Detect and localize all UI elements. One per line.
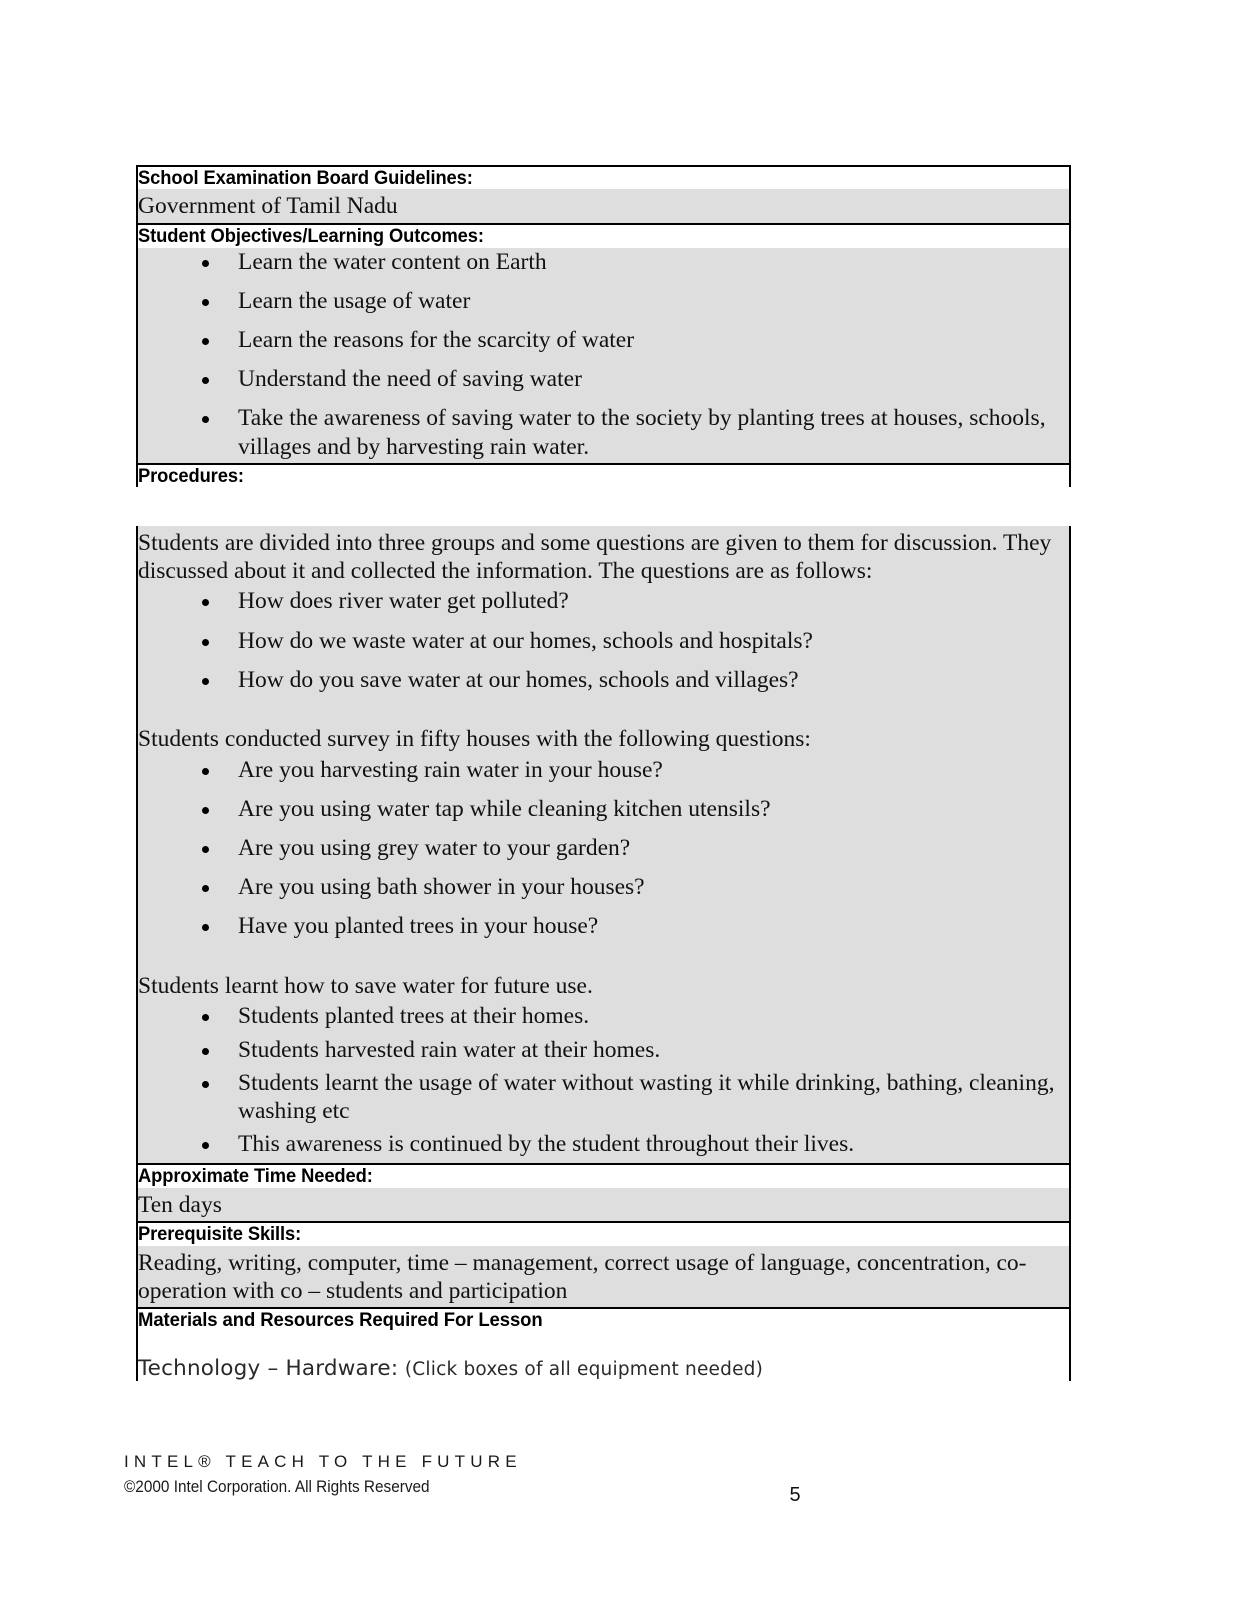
list-item: Are you harvesting rain water in your house? [196, 756, 1069, 784]
list-item: Learn the water content on Earth [196, 248, 1069, 276]
table-row [137, 464, 1070, 487]
section-heading-prerequisite-skills: Prerequisite Skills: [138, 1223, 302, 1246]
survey-questions-list [138, 756, 1069, 941]
survey-intro-paragraph: Students conducted survey in fifty houses with the following questions: [138, 726, 811, 752]
footer-program-title: INTEL® TEACH TO THE FUTURE [124, 1452, 522, 1471]
list-item: How does river water get polluted? [196, 587, 1069, 615]
learning-outcomes-list [138, 1002, 1069, 1158]
objectives-bullet-list [138, 248, 1069, 461]
footer-copyright: ©2000 Intel Corporation. All Rights Reserved [124, 1478, 430, 1496]
page-number: 5 [789, 1484, 801, 1506]
section-body-approximate-time-needed: Ten days [138, 1191, 222, 1218]
technology-hardware-label: Technology – Hardware: [138, 1356, 399, 1382]
outcome-intro-paragraph: Students learnt how to save water for future use. [138, 972, 593, 999]
section-body-cell-prerequisite-skills [137, 1246, 1070, 1308]
section-heading-procedures: Procedures: [138, 464, 244, 487]
section-body-prerequisite-skills: Reading, writing, computer, time – management, correct usage of language, concentration, co-operation with co – students and participation [138, 1249, 1027, 1304]
lesson-plan-table-part-2 [136, 526, 1071, 1381]
section-heading-student-objectives: Student Objectives/Learning Outcomes: [138, 225, 484, 248]
section-header-cell-procedures [137, 464, 1070, 487]
list-item: How do we waste water at our homes, schools and hospitals? [196, 627, 1069, 655]
table-row [137, 224, 1070, 247]
list-item: Students learnt the usage of water without wasting it while drinking, bathing, cleaning, washing etc [196, 1069, 1069, 1125]
lesson-plan-table-part-1 [136, 165, 1071, 487]
section-body-school-examination-board-guidelines: Government of Tamil Nadu [138, 193, 398, 220]
list-item: Are you using bath shower in your houses? [196, 873, 1069, 901]
section-body-cell-school-examination-board-guidelines [137, 189, 1070, 224]
table-row [137, 1246, 1070, 1308]
list-item: Learn the usage of water [196, 287, 1069, 315]
table-row [137, 526, 1070, 1164]
procedures-intro-paragraph: Students are divided into three groups and some questions are given to them for discussion. They discussed about it and collected the information. The questions are as follows: [138, 530, 1052, 584]
page-footer [124, 1452, 824, 1497]
list-item: How do you save water at our homes, schools and villages? [196, 666, 1069, 694]
table-row [137, 1164, 1070, 1187]
table-row [137, 189, 1070, 224]
section-heading-approximate-time-needed: Approximate Time Needed: [138, 1165, 373, 1188]
section-body-cell-student-objectives [137, 248, 1070, 464]
section-header-cell-student-objectives [137, 224, 1070, 247]
section-cell-materials-and-resources [137, 1308, 1070, 1381]
list-item: Students planted trees at their homes. [196, 1002, 1069, 1030]
table-row [137, 1308, 1070, 1381]
table-row [137, 1222, 1070, 1245]
list-item: Understand the need of saving water [196, 365, 1069, 393]
list-item: Are you using grey water to your garden? [196, 834, 1069, 862]
table-page-break-gap [136, 508, 1071, 526]
table-row [137, 166, 1070, 189]
list-item: This awareness is continued by the student throughout their lives. [196, 1130, 1069, 1158]
table-row [137, 1188, 1070, 1223]
section-heading-materials-and-resources: Materials and Resources Required For Lesson [138, 1309, 543, 1332]
list-item: Have you planted trees in your house? [196, 912, 1069, 940]
list-item: Are you using water tap while cleaning kitchen utensils? [196, 795, 1069, 823]
discussion-questions-list [138, 587, 1069, 694]
section-header-cell-approximate-time-needed [137, 1164, 1070, 1187]
technology-hardware-line [138, 1356, 1069, 1381]
list-item: Take the awareness of saving water to the society by planting trees at houses, schools, villages and by harvesting rain water. [196, 404, 1069, 460]
list-item: Learn the reasons for the scarcity of water [196, 326, 1069, 354]
section-header-cell-school-examination-board-guidelines [137, 166, 1070, 189]
technology-hardware-note: (Click boxes of all equipment needed) [404, 1359, 764, 1381]
list-item: Students harvested rain water at their homes. [196, 1036, 1069, 1064]
section-body-cell-approximate-time-needed [137, 1188, 1070, 1223]
table-row [137, 248, 1070, 464]
section-heading-school-examination-board-guidelines: School Examination Board Guidelines: [138, 167, 473, 189]
section-body-cell-procedures [137, 526, 1070, 1164]
section-header-cell-prerequisite-skills [137, 1222, 1070, 1245]
